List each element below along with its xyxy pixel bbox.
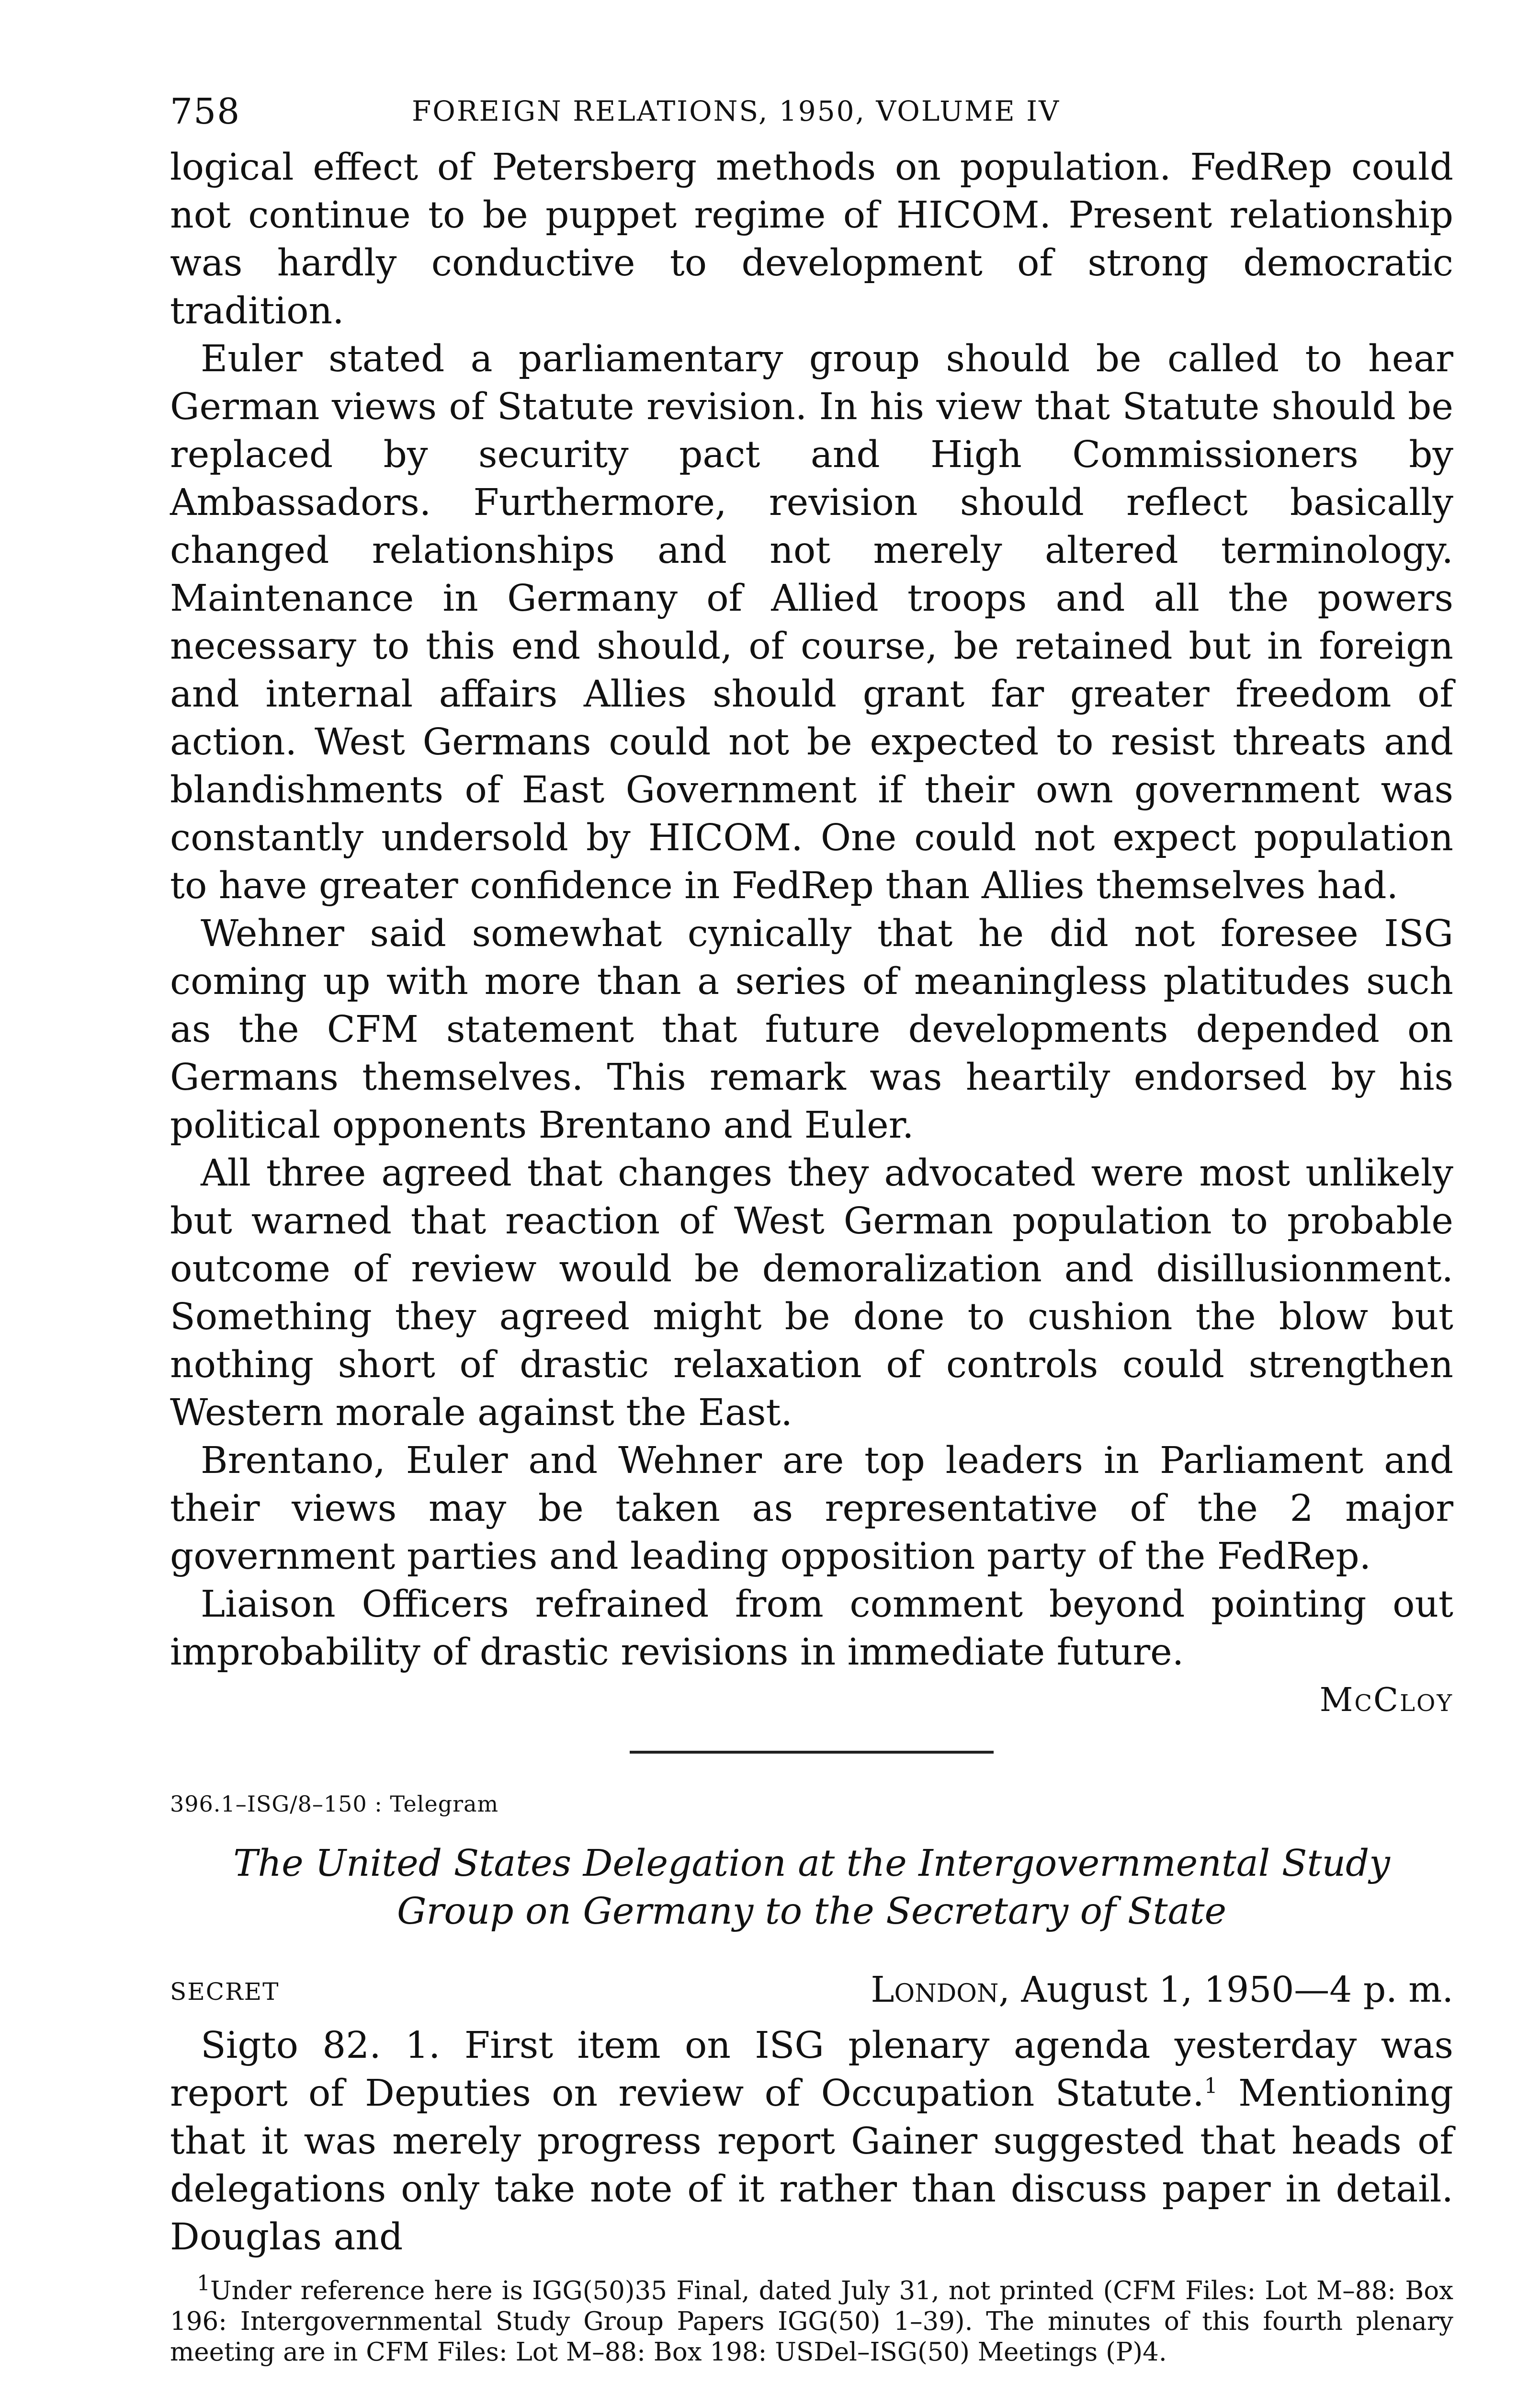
classification-label: SECRET	[170, 1978, 280, 2006]
telegram-text-start: Sigto 82. 1. First item on ISG plenary agenda yesterday was report of Deputies on review of Occupation Statute.	[170, 2024, 1453, 2115]
paragraph-all-three: All three agreed that changes they advocated were most unlikely but warned that reaction of West German population to probable outcome of review would be demoralization and disillusionment. Something they agreed might be done to cushion the blow but nothing short of drastic relaxation of controls could strengthen Western morale against the East.	[170, 1152, 1453, 1434]
dateline-date: , August 1, 1950—4 p. m.	[998, 1969, 1453, 2010]
footnote-text: Under reference here is IGG(50)35 Final, dated July 31, not printed (CFM Files: Lot M–88: Box 196: Intergovernmental Study Group Papers IGG(50) 1–39). The minutes of this fourth plenary meeting are in CFM Files: Lot M–88: Box 198: USDel–ISG(50) Meetings (P)4.	[170, 2276, 1453, 2367]
file-reference: 396.1–ISG/8–150 : Telegram	[170, 1791, 499, 1817]
page	[170, 91, 1453, 2368]
footnote-separator	[170, 2261, 1453, 2276]
paragraph-leaders: Brentano, Euler and Wehner are top leaders in Parliament and their views may be taken as representative of the 2 major government parties and leading opposition party of the FedRep.	[170, 1439, 1453, 1578]
dateline	[871, 1969, 1453, 2010]
footnote-1	[170, 2271, 1453, 2368]
section-divider	[630, 1751, 994, 1754]
telegram-paragraph	[170, 2022, 1453, 2261]
page-number: 758	[170, 91, 241, 132]
signature: McCloy	[1319, 1681, 1453, 1719]
paragraph-continued: logical effect of Petersberg methods on population. FedRep could not continue to be puppet regime of HICOM. Present relationship was hardly conductive to development of strong democratic tradition.	[170, 146, 1453, 332]
footnote-reference[interactable]: 1	[1204, 2074, 1218, 2098]
paragraph-liaison: Liaison Officers refrained from comment beyond pointing out improbability of drastic revisions in immediate future.	[170, 1583, 1453, 1674]
telegram-text-end: Mentioning that it was merely progress report Gainer suggested that heads of delegations only take note of it rather than discuss paper in detail. Douglas and	[170, 2072, 1453, 2258]
running-head	[170, 91, 1453, 144]
paragraph-wehner: Wehner said somewhat cynically that he did not foresee ISG coming up with more than a series of meaningless platitudes such as the CFM statement that future developments depended on Germans themselves. This remark was heartily endorsed by his political opponents Brentano and Euler.	[170, 912, 1453, 1147]
document-title: The United States Delegation at the Intergovernmental Study Group on Germany to the Secretary of State	[233, 1842, 1390, 1933]
dateline-place: London	[871, 1969, 999, 2010]
running-title: FOREIGN RELATIONS, 1950, VOLUME IV	[412, 95, 1060, 127]
paragraph-euler: Euler stated a parliamentary group should be called to hear German views of Statute revision. In his view that Statute should be replaced by security pact and High Commissioners by Ambassadors. Furthermore, revision should reflect basically changed relationships and not merely altered terminology. Maintenance in Germany of Allied troops and all the powers necessary to this end should, of course, be retained but in foreign and internal affairs Allies should grant far greater freedom of action. West Germans could not be expected to resist threats and blandishments of East Government if their own government was constantly undersold by HICOM. One could not expect population to have greater confidence in FedRep than Allies themselves had.	[170, 338, 1453, 907]
footnote-marker: 1	[197, 2271, 210, 2296]
dateline-row	[170, 1969, 1453, 2022]
footnotes	[170, 2271, 1453, 2368]
